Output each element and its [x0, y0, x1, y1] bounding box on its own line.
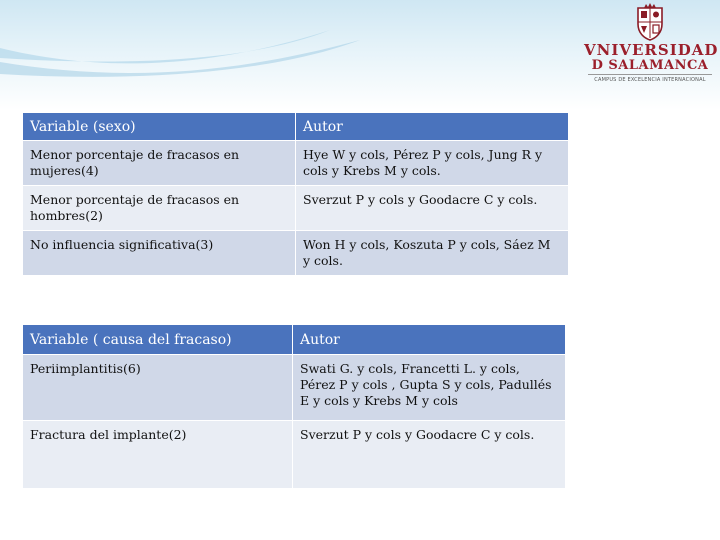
decorative-swoosh [0, 0, 420, 90]
table-header-row [23, 325, 566, 355]
table-cell-variable: Periimplantitis(6) [23, 355, 293, 421]
coat-of-arms-icon [630, 2, 670, 42]
table-cell-autor: Hye W y cols, Pérez P y cols, Jung R y cols y Krebs M y cols. [296, 141, 569, 186]
table-variable-causa [22, 324, 566, 489]
table-header-row [23, 113, 569, 141]
header-cell-variable: Variable (sexo) [23, 113, 296, 141]
logo-name-line2: D SALAMANCA [591, 58, 709, 73]
table-cell-variable: Fractura del implante(2) [23, 421, 293, 489]
header-cell-variable: Variable ( causa del fracaso) [23, 325, 293, 355]
table-cell-autor: Won H y cols, Koszuta P y cols, Sáez M y cols. [296, 231, 569, 276]
table-row [23, 141, 569, 186]
table-variable-sexo [22, 112, 569, 276]
table-cell-variable: No influencia significativa(3) [23, 231, 296, 276]
table-cell-autor: Sverzut P y cols y Goodacre C y cols. [293, 421, 566, 489]
table-row [23, 355, 566, 421]
table-cell-autor: Sverzut P y cols y Goodacre C y cols. [296, 186, 569, 231]
header-cell-autor: Autor [293, 325, 566, 355]
table-row [23, 231, 569, 276]
table-row [23, 421, 566, 489]
table-cell-variable: Menor porcentaje de fracasos en mujeres(4) [23, 141, 296, 186]
university-logo [584, 2, 719, 92]
logo-tagline: CAMPUS DE EXCELENCIA INTERNACIONAL [588, 74, 712, 84]
table-cell-autor: Swati G. y cols, Francetti L. y cols, Pérez P y cols , Gupta S y cols, Padullés E y cols y Krebs M y cols [293, 355, 566, 421]
logo-name-line1: VNIVERSIDAD [584, 41, 719, 59]
header-cell-autor: Autor [296, 113, 569, 141]
table-cell-variable: Menor porcentaje de fracasos en hombres(2) [23, 186, 296, 231]
table-row [23, 186, 569, 231]
